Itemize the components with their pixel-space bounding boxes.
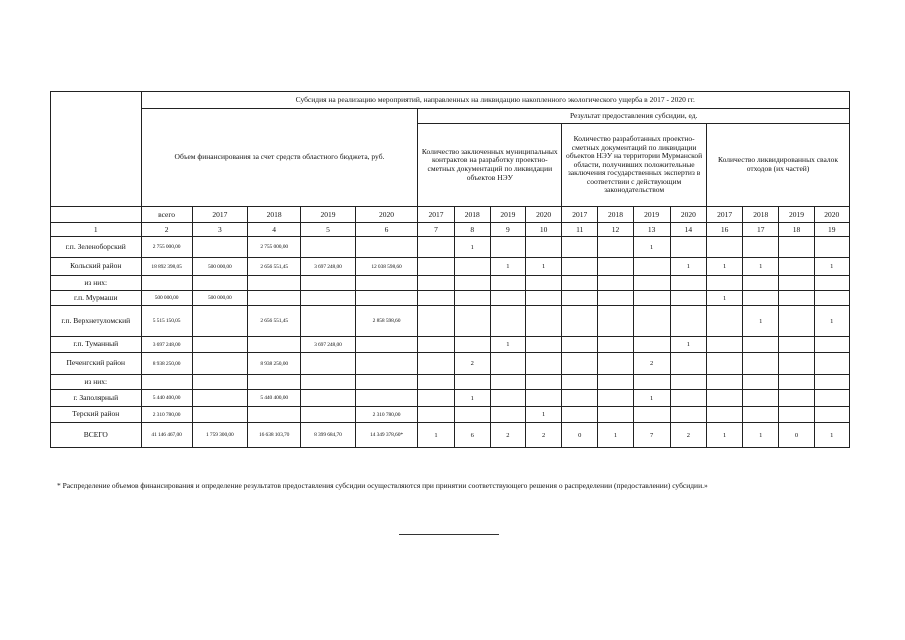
year-header: 2018 bbox=[454, 207, 490, 223]
result-count: 0 bbox=[562, 423, 598, 448]
finance-2017 bbox=[192, 353, 247, 375]
finance-2020: 12 038 598,60 bbox=[355, 258, 418, 276]
result-count bbox=[779, 276, 814, 291]
finance-2019 bbox=[301, 390, 355, 407]
contracts-group-header: Количество заключенных муниципальных контрактов на разработку проектно-сметных документаций по ликвидации объектов НЭУ bbox=[418, 124, 562, 207]
table-row bbox=[51, 258, 850, 276]
finance-2018: 5 440 400,00 bbox=[248, 390, 301, 407]
result-count bbox=[418, 306, 454, 337]
result-count bbox=[418, 353, 454, 375]
row-name: Печенгский район bbox=[51, 353, 142, 375]
result-count bbox=[418, 375, 454, 390]
result-count bbox=[598, 306, 633, 337]
result-count: 1 bbox=[418, 423, 454, 448]
result-count: 1 bbox=[525, 407, 561, 423]
result-count bbox=[633, 337, 670, 353]
total-value bbox=[141, 276, 192, 291]
result-count bbox=[490, 306, 525, 337]
result-count bbox=[562, 237, 598, 258]
result-count bbox=[743, 337, 779, 353]
result-count bbox=[814, 407, 849, 423]
row-name: г.п. Мурмаши bbox=[51, 291, 142, 306]
finance-2020 bbox=[355, 237, 418, 258]
year-header: 2020 bbox=[670, 207, 706, 223]
table-row bbox=[51, 337, 850, 353]
total-value: 5 440 400,00 bbox=[141, 390, 192, 407]
result-count bbox=[670, 390, 706, 407]
result-count bbox=[743, 375, 779, 390]
result-count bbox=[525, 353, 561, 375]
column-number: 16 bbox=[707, 223, 743, 237]
total-value: 500 000,00 bbox=[141, 291, 192, 306]
col-total-header: всего bbox=[141, 207, 192, 223]
finance-2020: 2 858 598,60 bbox=[355, 306, 418, 337]
result-count bbox=[633, 291, 670, 306]
finance-2019: 3 697 248,00 bbox=[301, 337, 355, 353]
result-count bbox=[779, 306, 814, 337]
dumps-group-header: Количество ликвидированных свалок отходов (их частей) bbox=[707, 124, 850, 207]
finance-2018: 16 638 103,70 bbox=[248, 423, 301, 448]
separator-line bbox=[399, 534, 499, 535]
total-value: 2 755 000,00 bbox=[141, 237, 192, 258]
subsidy-table bbox=[50, 91, 850, 448]
year-header: 2019 bbox=[633, 207, 670, 223]
result-count bbox=[490, 375, 525, 390]
result-count bbox=[490, 291, 525, 306]
column-number: 19 bbox=[814, 223, 849, 237]
year-header: 2019 bbox=[779, 207, 814, 223]
table-row bbox=[51, 237, 850, 258]
result-count bbox=[490, 353, 525, 375]
result-count bbox=[779, 337, 814, 353]
result-count bbox=[454, 276, 490, 291]
finance-2018 bbox=[248, 291, 301, 306]
row-name: из них: bbox=[51, 276, 142, 291]
table-row bbox=[51, 291, 850, 306]
row-name: г.п. Верхнетуломский bbox=[51, 306, 142, 337]
result-count bbox=[525, 276, 561, 291]
result-count bbox=[562, 291, 598, 306]
column-number: 9 bbox=[490, 223, 525, 237]
year-header: 2017 bbox=[562, 207, 598, 223]
result-count bbox=[598, 237, 633, 258]
result-count bbox=[633, 407, 670, 423]
column-number: 13 bbox=[633, 223, 670, 237]
result-count bbox=[418, 407, 454, 423]
footnote: * Распределение объемов финансирования и определение результатов предоставления субсидии осуществляются при принятии соответствующего решения о распределении (предоставлении) субсидии.» bbox=[57, 481, 708, 490]
total-value: 2 310 780,00 bbox=[141, 407, 192, 423]
result-count: 1 bbox=[525, 258, 561, 276]
result-count bbox=[633, 375, 670, 390]
result-count bbox=[562, 353, 598, 375]
finance-2018: 2 656 551,45 bbox=[248, 258, 301, 276]
result-count: 1 bbox=[490, 337, 525, 353]
result-count bbox=[707, 390, 743, 407]
row-name: Терский район bbox=[51, 407, 142, 423]
result-count bbox=[562, 276, 598, 291]
column-number: 11 bbox=[562, 223, 598, 237]
row-name: Кольский район bbox=[51, 258, 142, 276]
year-header: 2017 bbox=[192, 207, 247, 223]
finance-2019 bbox=[301, 353, 355, 375]
result-count bbox=[670, 353, 706, 375]
column-number: 8 bbox=[454, 223, 490, 237]
result-count: 1 bbox=[598, 423, 633, 448]
result-count bbox=[633, 276, 670, 291]
result-count bbox=[418, 390, 454, 407]
finance-2017 bbox=[192, 337, 247, 353]
result-count: 1 bbox=[743, 423, 779, 448]
year-header: 2017 bbox=[707, 207, 743, 223]
result-count: 2 bbox=[670, 423, 706, 448]
finance-2020 bbox=[355, 291, 418, 306]
row-name: из них: bbox=[51, 375, 142, 390]
result-count bbox=[670, 237, 706, 258]
year-header: 2017 bbox=[418, 207, 454, 223]
result-count: 1 bbox=[670, 258, 706, 276]
result-count: 1 bbox=[707, 258, 743, 276]
result-count bbox=[670, 276, 706, 291]
finance-2017 bbox=[192, 237, 247, 258]
result-count bbox=[707, 306, 743, 337]
result-count bbox=[454, 375, 490, 390]
result-count bbox=[707, 375, 743, 390]
result-count bbox=[562, 337, 598, 353]
result-count bbox=[598, 375, 633, 390]
result-count: 2 bbox=[490, 423, 525, 448]
result-count bbox=[743, 237, 779, 258]
result-count bbox=[670, 306, 706, 337]
finance-2020 bbox=[355, 276, 418, 291]
finance-2019 bbox=[301, 306, 355, 337]
result-count bbox=[562, 390, 598, 407]
result-count: 1 bbox=[454, 237, 490, 258]
column-number: 14 bbox=[670, 223, 706, 237]
result-count bbox=[779, 375, 814, 390]
column-number: 3 bbox=[192, 223, 247, 237]
finance-2018: 8 938 250,00 bbox=[248, 353, 301, 375]
table-row bbox=[51, 423, 850, 448]
result-count: 1 bbox=[707, 291, 743, 306]
column-number: 10 bbox=[525, 223, 561, 237]
finance-2018 bbox=[248, 375, 301, 390]
result-count bbox=[598, 337, 633, 353]
year-header: 2020 bbox=[814, 207, 849, 223]
year-header: 2018 bbox=[743, 207, 779, 223]
finance-2018 bbox=[248, 276, 301, 291]
table-row bbox=[51, 375, 850, 390]
column-number: 17 bbox=[743, 223, 779, 237]
column-number: 12 bbox=[598, 223, 633, 237]
result-count bbox=[598, 353, 633, 375]
year-header: 2020 bbox=[525, 207, 561, 223]
result-count bbox=[525, 337, 561, 353]
result-count bbox=[418, 276, 454, 291]
result-count bbox=[779, 258, 814, 276]
year-header: 2018 bbox=[248, 207, 301, 223]
result-count bbox=[707, 237, 743, 258]
row-name: г.п. Туманный bbox=[51, 337, 142, 353]
empty-year-cell bbox=[51, 207, 142, 223]
total-value bbox=[141, 375, 192, 390]
result-count bbox=[490, 276, 525, 291]
finance-2019: 3 697 248,00 bbox=[301, 258, 355, 276]
result-count: 1 bbox=[743, 306, 779, 337]
result-count bbox=[743, 390, 779, 407]
result-count bbox=[418, 291, 454, 306]
total-value: 41 146 467,00 bbox=[141, 423, 192, 448]
finance-2019 bbox=[301, 375, 355, 390]
result-count bbox=[814, 337, 849, 353]
result-count bbox=[743, 276, 779, 291]
result-count bbox=[707, 353, 743, 375]
finance-2018 bbox=[248, 407, 301, 423]
empty-corner bbox=[51, 92, 142, 207]
table-row bbox=[51, 276, 850, 291]
finance-2020 bbox=[355, 353, 418, 375]
result-count bbox=[814, 237, 849, 258]
result-count: 1 bbox=[490, 258, 525, 276]
column-number-row bbox=[51, 223, 850, 237]
column-number: 7 bbox=[418, 223, 454, 237]
year-header: 2020 bbox=[355, 207, 418, 223]
result-count bbox=[525, 306, 561, 337]
result-count bbox=[562, 258, 598, 276]
result-count bbox=[743, 407, 779, 423]
finance-2019 bbox=[301, 407, 355, 423]
result-count bbox=[814, 276, 849, 291]
result-count: 2 bbox=[454, 353, 490, 375]
result-count: 1 bbox=[814, 306, 849, 337]
total-value: 5 515 150,05 bbox=[141, 306, 192, 337]
result-count bbox=[598, 276, 633, 291]
result-header: Результат предоставления субсидии, ед. bbox=[418, 109, 850, 124]
column-number: 4 bbox=[248, 223, 301, 237]
result-count: 1 bbox=[743, 258, 779, 276]
finance-2017 bbox=[192, 276, 247, 291]
finance-2018 bbox=[248, 337, 301, 353]
finance-2019 bbox=[301, 276, 355, 291]
finance-2020: 2 310 780,00 bbox=[355, 407, 418, 423]
finance-2020 bbox=[355, 337, 418, 353]
result-count bbox=[454, 407, 490, 423]
result-count bbox=[598, 258, 633, 276]
finance-2018: 2 656 551,45 bbox=[248, 306, 301, 337]
result-count bbox=[562, 407, 598, 423]
result-count bbox=[454, 291, 490, 306]
result-count bbox=[670, 291, 706, 306]
result-count bbox=[814, 353, 849, 375]
result-count: 1 bbox=[633, 390, 670, 407]
result-count bbox=[707, 407, 743, 423]
result-count bbox=[779, 407, 814, 423]
year-header: 2018 bbox=[598, 207, 633, 223]
table-row bbox=[51, 306, 850, 337]
result-count bbox=[525, 390, 561, 407]
finance-2017 bbox=[192, 375, 247, 390]
table-title: Субсидия на реализацию мероприятий, направленных на ликвидацию накопленного экологического ущерба в 2017 - 2020 гг. bbox=[141, 92, 849, 109]
finance-2019: 8 399 684,70 bbox=[301, 423, 355, 448]
result-count: 1 bbox=[633, 237, 670, 258]
finance-header: Объем финансирования за счет средств областного бюджета, руб. bbox=[141, 109, 418, 207]
result-count bbox=[633, 258, 670, 276]
result-count: 1 bbox=[707, 423, 743, 448]
result-count bbox=[814, 291, 849, 306]
year-header: 2019 bbox=[301, 207, 355, 223]
result-count bbox=[490, 390, 525, 407]
year-header: 2019 bbox=[490, 207, 525, 223]
result-count bbox=[598, 390, 633, 407]
finance-2017 bbox=[192, 306, 247, 337]
result-count: 2 bbox=[525, 423, 561, 448]
finance-2017 bbox=[192, 390, 247, 407]
finance-2018: 2 755 000,00 bbox=[248, 237, 301, 258]
column-number: 6 bbox=[355, 223, 418, 237]
column-number: 18 bbox=[779, 223, 814, 237]
finance-2020: 14 349 378,60* bbox=[355, 423, 418, 448]
result-count bbox=[525, 291, 561, 306]
column-number: 5 bbox=[301, 223, 355, 237]
result-count bbox=[779, 237, 814, 258]
result-count bbox=[454, 306, 490, 337]
result-count bbox=[454, 337, 490, 353]
result-count bbox=[633, 306, 670, 337]
result-count: 1 bbox=[454, 390, 490, 407]
table-row bbox=[51, 353, 850, 375]
result-count bbox=[743, 291, 779, 306]
result-count bbox=[814, 375, 849, 390]
finance-2019 bbox=[301, 237, 355, 258]
result-count bbox=[490, 237, 525, 258]
result-count bbox=[779, 291, 814, 306]
result-count: 1 bbox=[814, 423, 849, 448]
result-count: 1 bbox=[814, 258, 849, 276]
finance-2017 bbox=[192, 407, 247, 423]
result-count: 1 bbox=[670, 337, 706, 353]
result-count bbox=[562, 306, 598, 337]
result-count bbox=[779, 390, 814, 407]
result-count bbox=[490, 407, 525, 423]
result-count: 0 bbox=[779, 423, 814, 448]
finance-2017: 500 000,00 bbox=[192, 291, 247, 306]
result-count bbox=[670, 407, 706, 423]
result-count bbox=[525, 237, 561, 258]
finance-2020 bbox=[355, 375, 418, 390]
result-count bbox=[670, 375, 706, 390]
finance-2017: 500 000,00 bbox=[192, 258, 247, 276]
documentation-group-header: Количество разработанных проектно-сметных документаций по ликвидации объектов НЭУ на территории Мурманской области, получивших положительные заключения государственных экспертиз в соответствии с действующим законодательством bbox=[562, 124, 707, 207]
finance-2020 bbox=[355, 390, 418, 407]
result-count bbox=[418, 237, 454, 258]
column-number: 2 bbox=[141, 223, 192, 237]
result-count: 6 bbox=[454, 423, 490, 448]
table-row bbox=[51, 407, 850, 423]
result-count bbox=[418, 258, 454, 276]
column-number: 1 bbox=[51, 223, 142, 237]
row-name: г.п. Зеленоборский bbox=[51, 237, 142, 258]
result-count bbox=[707, 337, 743, 353]
result-count bbox=[814, 390, 849, 407]
finance-2019 bbox=[301, 291, 355, 306]
result-count bbox=[418, 337, 454, 353]
finance-2017: 1 759 300,00 bbox=[192, 423, 247, 448]
result-count bbox=[562, 375, 598, 390]
result-count bbox=[454, 258, 490, 276]
table-row bbox=[51, 390, 850, 407]
result-count bbox=[525, 375, 561, 390]
row-name: г. Заполярный bbox=[51, 390, 142, 407]
result-count bbox=[779, 353, 814, 375]
result-count: 2 bbox=[633, 353, 670, 375]
row-name: ВСЕГО bbox=[51, 423, 142, 448]
result-count bbox=[707, 276, 743, 291]
result-count bbox=[598, 407, 633, 423]
result-count bbox=[598, 291, 633, 306]
result-count bbox=[743, 353, 779, 375]
result-count: 7 bbox=[633, 423, 670, 448]
total-value: 3 697 248,00 bbox=[141, 337, 192, 353]
total-value: 8 938 250,00 bbox=[141, 353, 192, 375]
total-value: 18 892 398,05 bbox=[141, 258, 192, 276]
